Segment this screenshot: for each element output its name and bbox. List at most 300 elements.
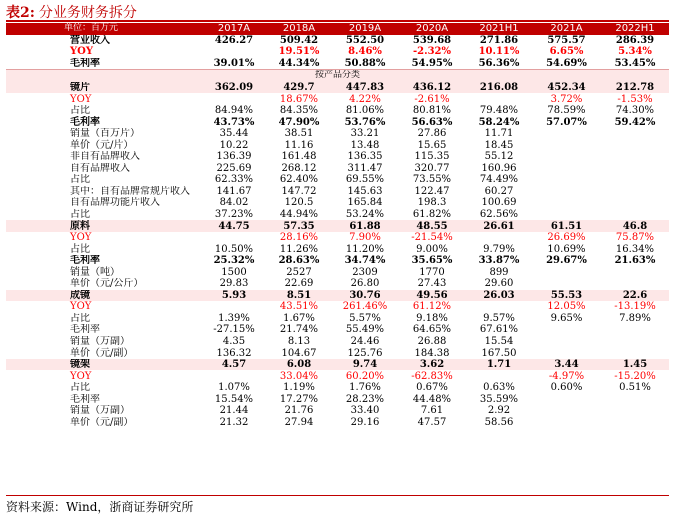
table-cell: 48.55 [398, 220, 466, 232]
table-cell: 320.77 [414, 162, 450, 174]
table-cell: 1.45 [601, 359, 669, 371]
table-cell [532, 128, 601, 140]
table-cell: 57.35 [266, 220, 332, 232]
table-cell: 80.81% [412, 105, 452, 117]
header-period-cell: 2017A [202, 23, 266, 35]
table-cell: 58.24% [478, 116, 520, 128]
table-cell: 2.92 [487, 405, 511, 417]
table-cell: 33.87% [478, 255, 520, 267]
table-cell: 47.57 [417, 416, 447, 428]
header-period-cell: 2021A [532, 23, 601, 35]
table-cell: 426.27 [214, 34, 254, 46]
table-cell: 49.56 [398, 290, 466, 302]
table-cell: 54.69% [532, 58, 601, 70]
table-cell [601, 405, 669, 417]
table-row [6, 93, 669, 105]
table-cell [532, 336, 601, 348]
table-cell [532, 197, 601, 209]
row-label: YOY [70, 46, 93, 58]
row-label: 单价（元/片） [70, 139, 134, 151]
table-cell [532, 209, 601, 221]
table-cell: 100.69 [481, 197, 517, 209]
table-cell: 4.57 [202, 359, 266, 371]
table-cell: 16.34% [615, 243, 655, 255]
table-cell: -27.15% [213, 324, 255, 336]
table-cell: 18.45 [484, 139, 514, 151]
table-cell [532, 394, 601, 406]
table-cell: 0.67% [416, 382, 448, 394]
table-cell: 17.27% [279, 393, 319, 405]
table-cell: 145.63 [347, 185, 383, 197]
table-cell: 136.39 [216, 151, 252, 163]
table-cell [601, 394, 669, 406]
table-cell: 167.50 [481, 347, 517, 359]
table-number: 表2: [6, 5, 35, 21]
table-cell: 1.76% [349, 382, 381, 394]
table-cell: 84.94% [214, 105, 254, 117]
table-cell: 5.93 [202, 290, 266, 302]
table-row [6, 370, 669, 382]
header-period-cell: 2019A [332, 23, 398, 35]
row-label: YOY [70, 301, 92, 313]
table-cell: 1.39% [218, 312, 250, 324]
table-cell [532, 347, 601, 359]
table-cell: 7.89% [619, 312, 651, 324]
table-cell: 21.32 [219, 416, 249, 428]
row-label: 销量（万副） [70, 405, 130, 417]
source-note: 资料来源：Wind，浙商证券研究所 [6, 500, 194, 514]
table-cell: 29.83 [219, 278, 249, 290]
table-cell: 9.74 [332, 359, 398, 371]
table-cell: 55.49% [345, 324, 385, 336]
table-cell [601, 417, 669, 429]
table-cell: 28.23% [345, 393, 385, 405]
table-row [6, 359, 669, 371]
row-label: 原料 [6, 220, 202, 232]
table-cell [532, 186, 601, 198]
table-cell: 39.01% [202, 58, 266, 70]
table-cell: 539.68 [412, 34, 452, 46]
table-cell: 81.06% [345, 105, 385, 117]
table-cell: 79.48% [479, 105, 519, 117]
table-cell: 552.50 [345, 34, 385, 46]
table-cell: 2527 [286, 266, 312, 278]
table-cell: 161.48 [281, 151, 317, 163]
row-label: 占比 [70, 243, 90, 255]
table-row [6, 394, 669, 406]
table-cell: 160.96 [481, 162, 517, 174]
table-body [6, 35, 669, 429]
table-cell: 3.72% [550, 93, 583, 105]
table-cell: 9.65% [550, 312, 583, 324]
header-unit-cell: 单位：百万元 [6, 23, 202, 35]
row-label: YOY [70, 93, 92, 105]
table-row [6, 347, 669, 359]
table-title [6, 2, 137, 22]
section-label: 按产品分类 [6, 70, 669, 82]
table-cell: 26.88 [417, 336, 447, 348]
table-cell: 55.53 [532, 290, 601, 302]
table-cell: 62.56% [479, 209, 519, 221]
table-cell: 29.67% [546, 255, 587, 267]
table-cell: 0.60% [550, 382, 583, 394]
table-cell: -2.61% [414, 93, 450, 105]
table-cell: 24.46 [350, 336, 380, 348]
table-cell: 64.65% [412, 324, 452, 336]
table-cell: 5.57% [349, 312, 381, 324]
table-cell: 212.78 [601, 82, 669, 94]
row-label: YOY [70, 232, 92, 244]
row-label: 毛利率 [6, 58, 202, 70]
table-cell: 136.35 [347, 151, 383, 163]
table-cell [202, 301, 266, 313]
table-row [6, 186, 669, 198]
table-row [6, 266, 669, 278]
table-cell: 3.62 [398, 359, 466, 371]
table-cell: 44.75 [202, 220, 266, 232]
table-cell: 60.27 [484, 185, 514, 197]
row-label: 营业收入 [70, 34, 110, 46]
table-cell [601, 174, 669, 186]
table-cell: 10.69% [547, 243, 586, 255]
table-cell: 8.13 [287, 336, 311, 348]
table-cell: 12.05% [547, 301, 586, 313]
table-cell: 84.02 [219, 197, 249, 209]
table-cell: 136.32 [216, 347, 252, 359]
table-cell [601, 163, 669, 175]
row-label: 镜片 [6, 82, 202, 94]
table-cell: 120.5 [284, 197, 314, 209]
table-cell: 3.44 [532, 359, 601, 371]
table-cell: -1.53% [617, 93, 653, 105]
table-cell: 21.44 [219, 405, 249, 417]
table-cell [532, 151, 601, 163]
table-cell: 84.35% [279, 105, 319, 117]
table-row [6, 46, 669, 58]
table-cell: 4.35 [222, 336, 246, 348]
table-cell: 15.65 [417, 139, 447, 151]
table-cell [202, 93, 266, 105]
table-cell: -13.19% [614, 301, 656, 313]
table-cell: 115.35 [414, 151, 450, 163]
financial-breakdown-table [6, 23, 669, 428]
table-cell: 899 [489, 266, 509, 278]
table-cell: 27.43 [417, 278, 447, 290]
table-cell: 22.6 [601, 290, 669, 302]
table-cell: 509.42 [279, 34, 319, 46]
table-cell: 35.65% [411, 255, 453, 267]
table-cell: 44.94% [279, 209, 319, 221]
table-cell [466, 301, 532, 313]
table-cell [202, 232, 266, 244]
table-cell: 1500 [221, 266, 247, 278]
table-cell: 362.09 [202, 82, 266, 94]
table-cell [532, 163, 601, 175]
table-cell: -21.54% [411, 232, 453, 244]
table-cell: 2309 [352, 266, 378, 278]
table-row [6, 197, 669, 209]
row-label: 占比 [70, 312, 90, 324]
table-cell: 6.08 [266, 359, 332, 371]
table-cell: 59.42% [614, 116, 656, 128]
table-cell: 61.88 [332, 220, 398, 232]
table-row [6, 313, 669, 325]
table-row [6, 35, 669, 47]
table-cell: 9.79% [483, 243, 515, 255]
table-cell: 53.76% [344, 116, 386, 128]
table-cell: 286.39 [615, 34, 655, 46]
table-cell: 216.08 [466, 82, 532, 94]
table-cell: -15.20% [614, 370, 656, 382]
table-cell [466, 93, 532, 105]
table-cell: 34.74% [344, 255, 386, 267]
table-cell: 30.76 [332, 290, 398, 302]
table-cell [601, 151, 669, 163]
table-cell: 27.94 [284, 416, 314, 428]
table-cell: 29.16 [350, 416, 380, 428]
table-cell: 50.88% [332, 58, 398, 70]
row-label: 成镜 [6, 290, 202, 302]
row-label: 毛利率 [70, 324, 100, 336]
table-cell: 69.55% [345, 174, 385, 186]
table-cell: 26.69% [547, 232, 586, 244]
table-caption: 分业务财务拆分 [38, 5, 137, 21]
table-row [6, 220, 669, 232]
table-cell: 33.04% [279, 370, 319, 382]
table-cell [601, 197, 669, 209]
table-cell: 18.67% [279, 93, 319, 105]
table-cell [532, 417, 601, 429]
table-cell: 311.47 [347, 162, 383, 174]
table-cell [601, 324, 669, 336]
table-cell: 33.40 [350, 405, 380, 417]
table-cell: 27.86 [417, 128, 447, 140]
table-cell: 38.51 [284, 128, 314, 140]
table-row [6, 290, 669, 302]
table-cell: 55.12 [484, 151, 514, 163]
table-cell: 4.22% [349, 93, 381, 105]
table-cell: 1.67% [283, 312, 315, 324]
table-cell: 46.8 [601, 220, 669, 232]
table-cell: 15.54% [214, 393, 254, 405]
table-cell: 10.11% [478, 46, 520, 58]
row-label: 占比 [70, 105, 90, 117]
table-cell: 1770 [419, 266, 445, 278]
table-cell [601, 347, 669, 359]
table-cell: 261.46% [342, 301, 388, 313]
table-cell: 74.30% [615, 105, 655, 117]
table-row [6, 139, 669, 151]
table-cell: 37.23% [214, 209, 254, 221]
table-cell: 452.34 [532, 82, 601, 94]
table-row [6, 301, 669, 313]
row-label: 销量（万副） [70, 336, 130, 348]
table-cell [601, 139, 669, 151]
row-label: 非自有品牌收入 [70, 151, 140, 163]
table-cell [601, 336, 669, 348]
table-cell: 9.00% [416, 243, 448, 255]
table-cell: 447.83 [332, 82, 398, 94]
table-row [6, 82, 669, 94]
table-cell: 53.24% [345, 209, 385, 221]
table-cell: 78.59% [547, 105, 586, 117]
table-cell: 21.76 [284, 405, 314, 417]
row-label: 占比 [70, 382, 90, 394]
table-row [6, 232, 669, 244]
table-row [6, 324, 669, 336]
title-rule [6, 20, 669, 22]
table-cell [532, 324, 601, 336]
table-cell: 26.61 [466, 220, 532, 232]
table-cell: 13.48 [350, 139, 380, 151]
table-cell: 60.20% [345, 370, 385, 382]
table-cell: 22.69 [284, 278, 314, 290]
table-row [6, 336, 669, 348]
row-label: 占比 [70, 209, 90, 221]
table-cell [532, 139, 601, 151]
table-cell [202, 370, 266, 382]
table-header-row [6, 23, 669, 35]
row-label: 毛利率 [70, 255, 100, 267]
table-cell: 28.63% [278, 255, 320, 267]
table-row [6, 128, 669, 140]
table-cell: 11.26% [279, 243, 319, 255]
table-row [6, 255, 669, 267]
row-label: 销量（百万片） [70, 128, 140, 140]
table-row [6, 243, 669, 255]
section-row [6, 70, 669, 82]
table-row [6, 417, 669, 429]
table-cell: 33.21 [350, 128, 380, 140]
table-cell: 9.57% [483, 312, 515, 324]
table-cell: 10.22 [219, 139, 249, 151]
table-row [6, 105, 669, 117]
table-cell: 122.47 [414, 185, 450, 197]
table-cell: 75.87% [615, 232, 655, 244]
row-label: 其中：自有品牌常规片收入 [70, 185, 190, 197]
header-period-cell: 2020A [398, 23, 466, 35]
table-cell: 19.51% [278, 46, 320, 58]
row-label: 镜架 [6, 359, 202, 371]
footer-rule [6, 495, 669, 496]
header-period-cell: 2018A [266, 23, 332, 35]
table-cell: 25.32% [213, 255, 255, 267]
table-row [6, 405, 669, 417]
table-cell: 35.44 [219, 128, 249, 140]
table-cell: 125.76 [347, 347, 383, 359]
table-cell: 56.63% [411, 116, 453, 128]
table-cell: 35.59% [479, 393, 519, 405]
table-cell: 74.49% [479, 174, 519, 186]
row-label: 单价（元/公斤） [70, 278, 144, 290]
table-cell: 0.63% [483, 382, 515, 394]
table-cell [202, 46, 266, 58]
row-label: 销量（吨） [70, 266, 120, 278]
table-cell: 62.33% [214, 174, 254, 186]
table-row [6, 58, 669, 70]
table-cell: 11.16 [284, 139, 314, 151]
table-row [6, 151, 669, 163]
table-cell: 29.60 [484, 278, 514, 290]
table-cell: 5.34% [618, 46, 652, 58]
table-cell: 57.07% [546, 116, 587, 128]
row-label: 单价（元/副） [70, 416, 134, 428]
table-cell: -2.32% [412, 46, 451, 58]
table-cell: 44.34% [266, 58, 332, 70]
table-cell: 575.57 [547, 34, 586, 46]
table-row [6, 278, 669, 290]
table-cell [601, 186, 669, 198]
table-row [6, 163, 669, 175]
table-cell: 165.84 [347, 197, 383, 209]
table-cell: 429.7 [266, 82, 332, 94]
table-cell: 11.20% [345, 243, 385, 255]
table-cell: 7.90% [349, 232, 381, 244]
header-period-cell: 2022H1 [601, 23, 669, 35]
table-cell: 147.72 [281, 185, 317, 197]
table-cell: 1.19% [283, 382, 315, 394]
table-row [6, 174, 669, 186]
table-cell: 7.61 [420, 405, 444, 417]
table-cell: 44.48% [412, 393, 452, 405]
table-cell [466, 370, 532, 382]
table-row [6, 382, 669, 394]
table-cell: 11.71 [484, 128, 514, 140]
table-cell: 54.95% [398, 58, 466, 70]
table-cell: 10.50% [214, 243, 254, 255]
table-cell: 104.67 [281, 347, 317, 359]
row-label: 自有品牌功能片收入 [70, 197, 160, 209]
table-cell [601, 266, 669, 278]
table-cell: 43.73% [213, 116, 255, 128]
table-cell: 225.69 [216, 162, 252, 174]
table-cell: 43.51% [279, 301, 319, 313]
table-cell: -62.83% [411, 370, 453, 382]
table-cell: 58.56 [484, 416, 514, 428]
row-label: 毛利率 [70, 393, 100, 405]
table-cell: 53.45% [601, 58, 669, 70]
row-label: 自有品牌收入 [70, 162, 130, 174]
table-cell: 47.90% [278, 116, 320, 128]
table-cell: 15.54 [484, 336, 514, 348]
table-cell: 198.3 [417, 197, 447, 209]
table-cell [532, 405, 601, 417]
table-cell [466, 232, 532, 244]
table-row [6, 116, 669, 128]
table-cell: 62.40% [279, 174, 319, 186]
header-period-cell: 2021H1 [466, 23, 532, 35]
table-cell: -4.97% [548, 370, 585, 382]
table-cell: 436.12 [398, 82, 466, 94]
table-cell: 26.80 [350, 278, 380, 290]
table-cell: 61.82% [412, 209, 452, 221]
table-cell: 73.55% [412, 174, 452, 186]
table-cell: 1.07% [218, 382, 250, 394]
row-label: 毛利率 [70, 116, 100, 128]
table-cell: 21.63% [614, 255, 656, 267]
row-label: 占比 [70, 174, 90, 186]
table-cell: 8.46% [348, 46, 382, 58]
row-label: 单价（元/副） [70, 347, 134, 359]
table-cell [532, 174, 601, 186]
table-cell: 56.36% [466, 58, 532, 70]
table-row [6, 209, 669, 221]
table-cell [532, 266, 601, 278]
table-cell: 9.18% [416, 312, 448, 324]
table-cell: 1.71 [466, 359, 532, 371]
table-cell [532, 278, 601, 290]
table-cell: 28.16% [279, 232, 319, 244]
